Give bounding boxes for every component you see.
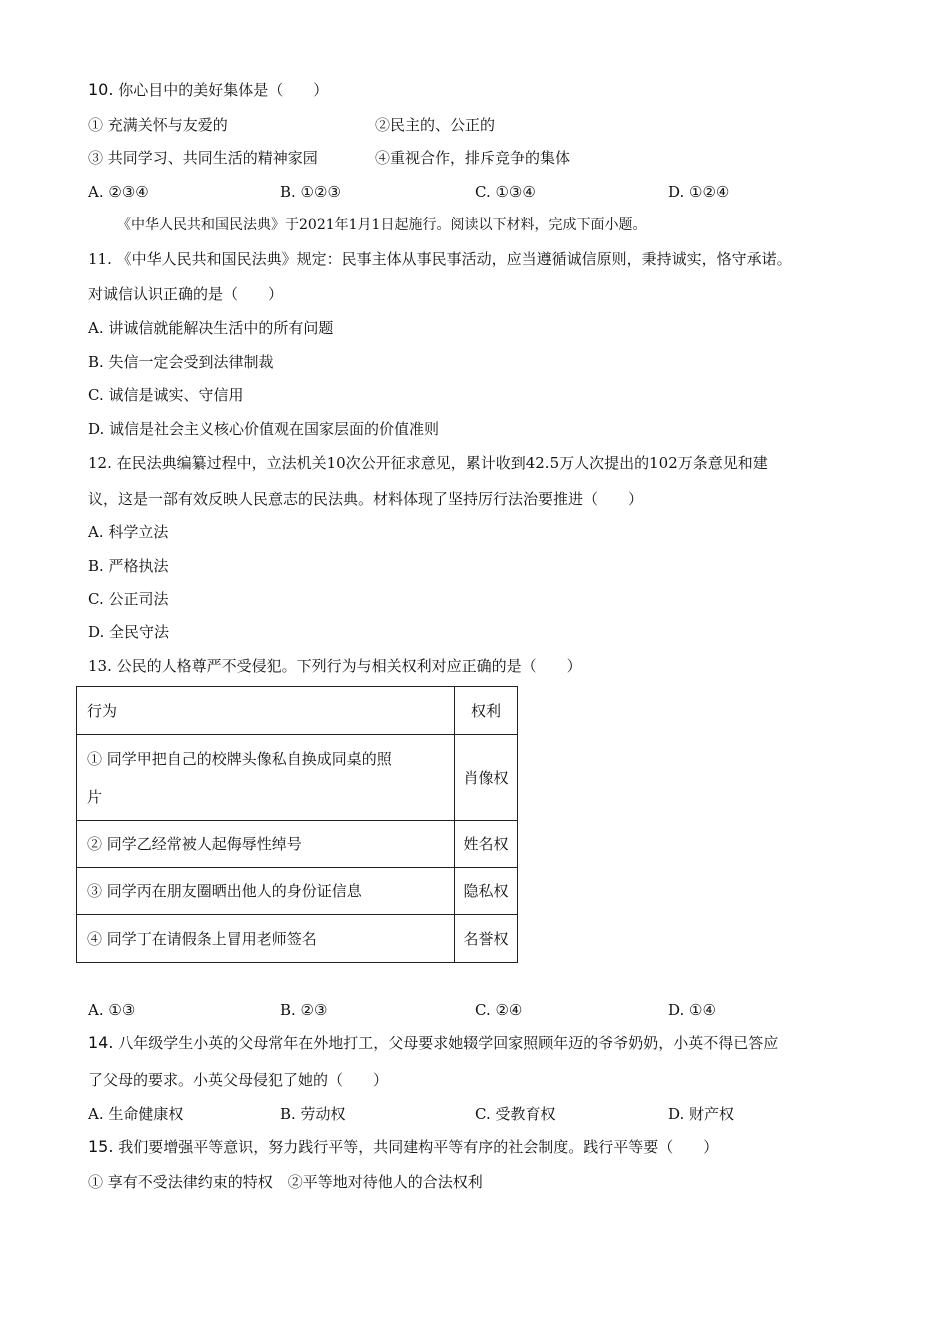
table-cell-behavior: ③ 同学丙在朋友圈晒出他人的身份证信息 xyxy=(77,868,455,915)
q11-option-c: C. 诚信是诚实、守信用 xyxy=(88,386,244,404)
table-header-behavior: 行为 xyxy=(77,687,455,735)
q14-stem-line1 xyxy=(88,1033,778,1053)
q12-option-d: D. 全民守法 xyxy=(88,623,170,641)
material-intro: 《中华人民共和国民法典》于2021年1月1日起施行。阅读以下材料，完成下面小题。 xyxy=(117,217,647,233)
q14-option-b: B. 劳动权 xyxy=(280,1105,346,1123)
q11-stem-line1: 11. 《中华人民共和国民法典》规定：民事主体从事民事活动，应当遵循诚信原则，秉持诚实，恪守承诺。 xyxy=(88,250,792,268)
q10-stem-text: 你心目中的美好集体是（ ） xyxy=(118,81,329,99)
q13-option-d: D. ①④ xyxy=(668,1001,716,1019)
table-row xyxy=(77,915,518,963)
q10-option-c: C. ①③④ xyxy=(475,183,536,201)
q12-option-b: B. 严格执法 xyxy=(88,557,169,575)
table-cell-right: 肖像权 xyxy=(455,735,518,821)
q13-stem: 13. 公民的人格尊严不受侵犯。下列行为与相关权利对应正确的是（ ） xyxy=(88,657,582,675)
table-cell-behavior: ④ 同学丁在请假条上冒用老师签名 xyxy=(77,915,455,963)
behavior-line-1: ① 同学甲把自己的校牌头像私自换成同桌的照 xyxy=(87,749,392,768)
q14-option-d: D. 财产权 xyxy=(668,1105,735,1123)
q10-option-d: D. ①②④ xyxy=(668,183,730,201)
q14-stem-text: 八年级学生小英的父母常年在外地打工，父母要求她辍学回家照顾年迈的爷爷奶奶，小英不得已答应 xyxy=(118,1034,779,1052)
q12-stem-line2: 议，这是一部有效反映人民意志的民法典。材料体现了坚持厉行法治要推进（ ） xyxy=(88,490,644,508)
q12-option-c: C. 公正司法 xyxy=(88,590,169,608)
q11-option-b: B. 失信一定会受到法律制裁 xyxy=(88,353,274,371)
q14-number: 14. xyxy=(88,1033,114,1052)
q10-item-4: ④重视合作，排斥竞争的集体 xyxy=(375,149,571,167)
q15-stem-text: 我们要增强平等意识，努力践行平等，共同建构平等有序的社会制度。践行平等要（ ） xyxy=(118,1138,719,1156)
q10-item-1: ① 充满关怀与友爱的 xyxy=(88,116,228,134)
table-row xyxy=(77,821,518,868)
q14-option-a: A. 生命健康权 xyxy=(88,1105,184,1123)
q10-stem xyxy=(88,80,328,100)
table-row xyxy=(77,868,518,915)
q12-option-a: A. 科学立法 xyxy=(88,523,169,541)
table-header-right: 权利 xyxy=(455,687,518,735)
q12-stem-line1: 12. 在民法典编纂过程中，立法机关10次公开征求意见，累计收到42.5万人次提出的102万条意见和建 xyxy=(88,454,768,472)
table-cell-right: 隐私权 xyxy=(455,868,518,915)
table-cell-right: 姓名权 xyxy=(455,821,518,868)
q15-number: 15. xyxy=(88,1137,114,1156)
table-cell-right: 名誉权 xyxy=(455,915,518,963)
table-row xyxy=(77,735,518,821)
q13-option-b: B. ②③ xyxy=(280,1001,328,1019)
q10-item-3: ③ 共同学习、共同生活的精神家园 xyxy=(88,149,318,167)
behavior-line-2: 片 xyxy=(87,787,103,806)
q11-option-a: A. 讲诚信就能解决生活中的所有问题 xyxy=(88,319,334,337)
q11-option-d: D. 诚信是社会主义核心价值观在国家层面的价值准则 xyxy=(88,420,440,438)
q10-item-2: ②民主的、公正的 xyxy=(375,116,496,134)
q10-number: 10. xyxy=(88,80,114,99)
table-cell-behavior: ② 同学乙经常被人起侮辱性绰号 xyxy=(77,821,455,868)
q13-option-c: C. ②④ xyxy=(475,1001,523,1019)
q10-option-b: B. ①②③ xyxy=(280,183,341,201)
q14-stem-line2: 了父母的要求。小英父母侵犯了她的（ ） xyxy=(88,1071,389,1089)
q13-option-a: A. ①③ xyxy=(88,1001,136,1019)
q10-option-a: A. ②③④ xyxy=(88,183,149,201)
q11-stem-line2: 对诚信认识正确的是（ ） xyxy=(88,285,284,303)
q14-option-c: C. 受教育权 xyxy=(475,1105,556,1123)
q15-stem xyxy=(88,1137,718,1157)
table-header-row xyxy=(77,687,518,735)
q15-items: ① 享有不受法律约束的特权 ②平等地对待他人的合法权利 xyxy=(88,1173,483,1191)
q13-rights-table xyxy=(76,686,518,963)
table-cell-behavior xyxy=(77,735,455,821)
